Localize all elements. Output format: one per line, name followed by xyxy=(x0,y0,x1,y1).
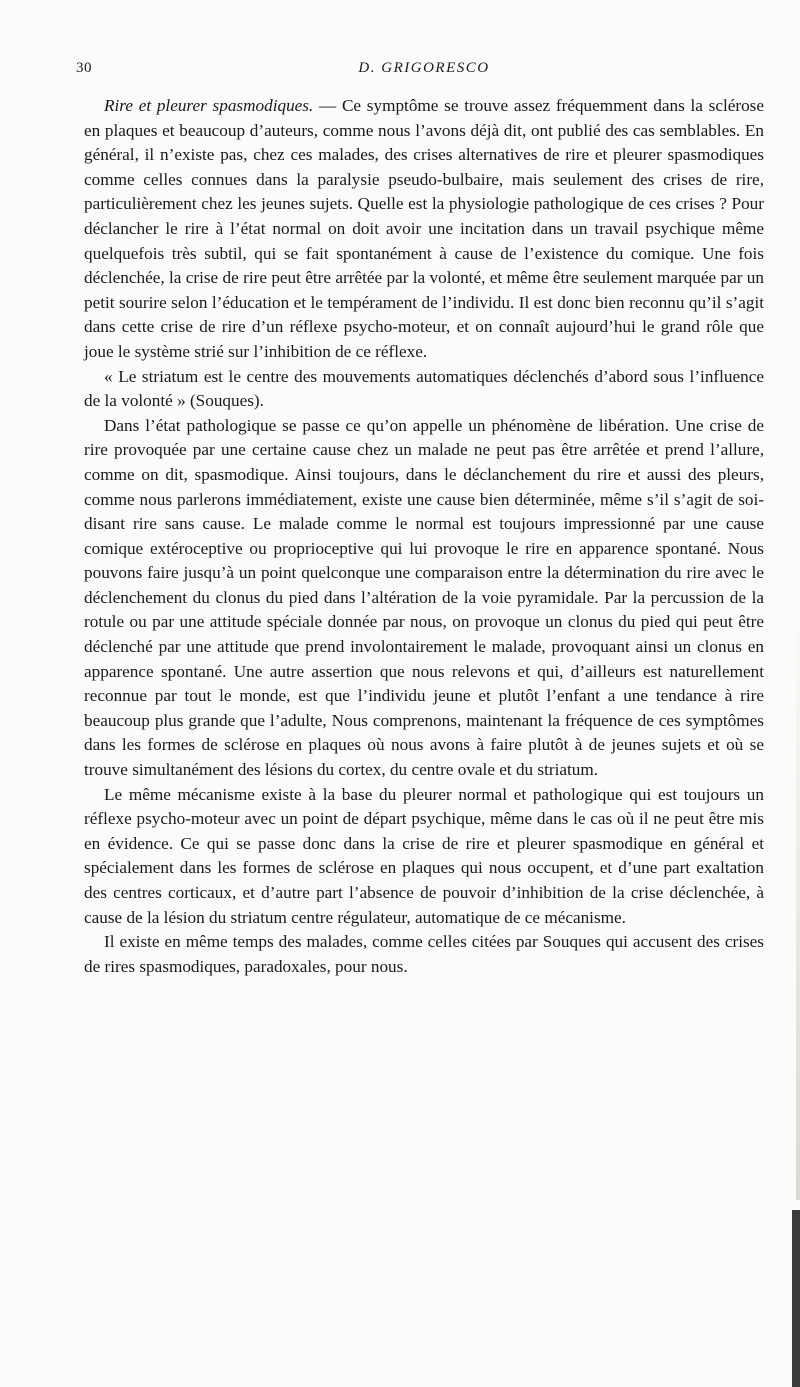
running-head: D. GRIGORESCO xyxy=(358,60,490,76)
paragraph xyxy=(84,94,764,365)
section-title: Rire et pleurer spasmodiques. xyxy=(104,96,314,115)
paragraph: « Le striatum est le centre des mouvements automatiques déclenchés d’abord sous l’influence de la volonté » (Souques). xyxy=(84,366,764,411)
scan-edge-mark xyxy=(792,1210,800,1387)
body-text xyxy=(84,94,764,979)
paragraph-text: — Ce symptôme se trouve assez fréquemment dans la sclérose en plaques et beaucoup d’auteurs, comme nous l’avons déjà dit, ont publié des cas semblables. En général, il n’existe pas, chez ces malades, des crises alternatives de rire et pleurer spasmodiques comme celles connues dans la paralysie pseudo-bulbaire, mais seulement des crises de rire, particulièrement chez les jeunes sujets. Quelle est la physiologie pathologique de ces crises ? Pour déclancher le rire à l’état normal on doit avoir une incitation dans un travail psychique même quelquefois très subtil, qui se fait spontanément à cause de l’existence du comique. Une fois déclenchée, la crise de rire peut être arrêtée par la volonté, et même être seulement marquée par un petit sourire selon l’éducation et le tempérament de l’individu. Il est donc bien reconnu qu’il s’agit dans cette crise de rire d’un réflexe psycho-moteur, et on connaît aujourd’hui le grand rôle que joue le système strié sur l’inhibition de ce réflexe. xyxy=(84,96,764,361)
page xyxy=(76,60,764,979)
paragraph: Dans l’état pathologique se passe ce qu’on appelle un phénomène de libération. Une crise de rire provoquée par une certaine cause chez un malade ne peut pas être arrêtée et prend l’allure, comme on dit, spasmodique. Ainsi toujours, dans le déclanchement du rire et aussi des pleurs, comme nous parlerons immédiatement, existe une cause bien déterminée, même s’il s’agit de soi-disant rire sans cause. Le malade comme le normal est toujours impressionné par une cause comique extéroceptive ou proprioceptive qui lui provoque le rire en apparence spontané. Nous pouvons faire jusqu’à un point quelconque une comparaison entre la détermination du rire avec le déclenchement du clonus du pied dans l’altération de la voie pyramidale. Par la percussion de la rotule ou par une attitude spéciale donnée par nous, on provoque un clonus du pied qui peut être déclenché par une attitude que prend involontairement le malade, provoquant ainsi un clonus en apparence spontané. Une autre assertion que nous relevons et qui, d’ailleurs est naturellement reconnue par tout le monde, est que l’individu jeune et plutôt l’enfant a une tendance à rire beaucoup plus grande que l’adulte, Nous comprenons, maintenant la fréquence de ces symptômes dans les formes de sclérose en plaques où nous avons à faire plutôt à de jeunes sujets et où se trouve simultanément des lésions du cortex, du centre ovale et du striatum. xyxy=(84,415,764,780)
paragraph: Le même mécanisme existe à la base du pleurer normal et pathologique qui est toujours un réflexe psycho-moteur avec un point de départ psychique, même dans le cas où il ne peut être mis en évidence. Ce qui se passe donc dans la crise de rire et pleurer spasmodique en général et spécialement dans les formes de sclérose en plaques qui nous occupent, et d’une part exaltation des centres corticaux, et d’autre part l’absence de pouvoir d’inhibition de la crise déclenchée, à cause de la lésion du striatum centre régulateur, automatique de ce mécanisme. xyxy=(84,784,764,927)
page-number: 30 xyxy=(76,60,92,76)
scan-edge-shade xyxy=(796,600,800,1200)
paragraph: Il existe en même temps des malades, comme celles citées par Souques qui accusent des crises de rires spasmodiques, paradoxales, pour nous. xyxy=(84,932,764,976)
page-header xyxy=(76,60,764,86)
